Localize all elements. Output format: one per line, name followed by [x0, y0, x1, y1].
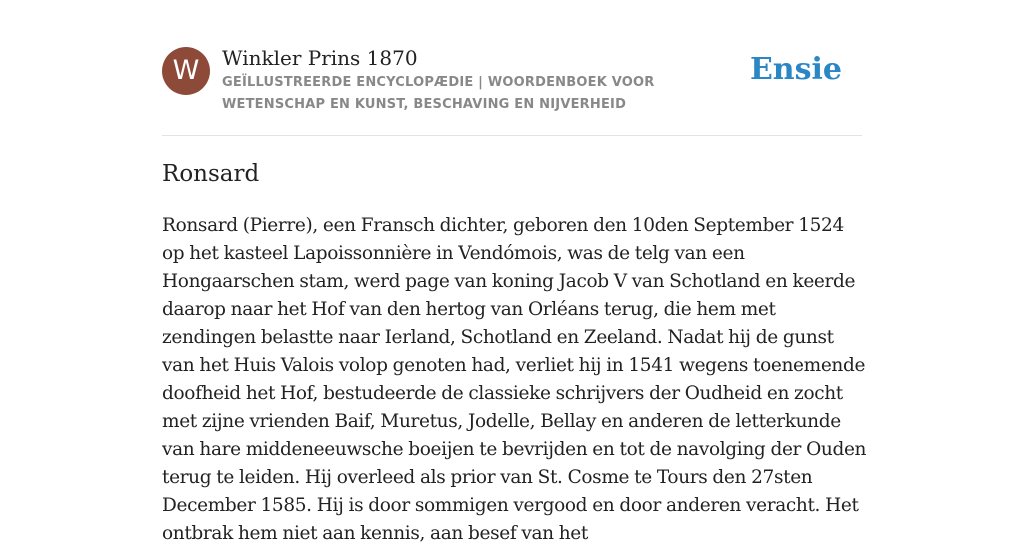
article-body: Ronsard (Pierre), een Fransch dichter, geboren den 10den September 1524 op het kasteel Lapoissonnière in Vendómois, was de telg van een Hongaarschen stam, werd page van koning Jacob V van Schotland en keerde daarop naar het Hof van den hertog van Orléans terug, die hem met zendingen belastte naar Ierland, Schotland en Zeeland. Nadat hij de gunst van het Huis Valois volop genoten had, verliet hij in 1541 wegens toenemende doofheid het Hof, bestudeerde de classieke schrijvers der Oudheid en zocht met zijne vrienden Baif, Muretus, Jodelle, Bellay en anderen de letterkunde van hare middeneeuwsche boeijen te bevrijden en tot de navolging der Ouden terug te leiden. Hij overleed als prior van St. Cosme te Tours den 27sten December 1585. Hij is door sommigen vergood en door anderen veracht. Het ontbrak hem niet aan kennis, aan besef van het — [162, 215, 867, 544]
source-header — [162, 46, 862, 136]
source-avatar[interactable]: W — [162, 47, 210, 95]
article-title: Ronsard — [162, 161, 260, 187]
source-title[interactable]: Winkler Prins 1870 — [222, 46, 418, 70]
header-divider — [162, 135, 862, 136]
source-subtitle: GEÏLLUSTREERDE ENCYCLOPÆDIE | WOORDENBOEK VOOR WETENSCHAP EN KUNST, BESCHAVING EN NIJVERHEID — [222, 75, 655, 112]
ensie-logo-link[interactable]: Ensie — [749, 52, 842, 87]
